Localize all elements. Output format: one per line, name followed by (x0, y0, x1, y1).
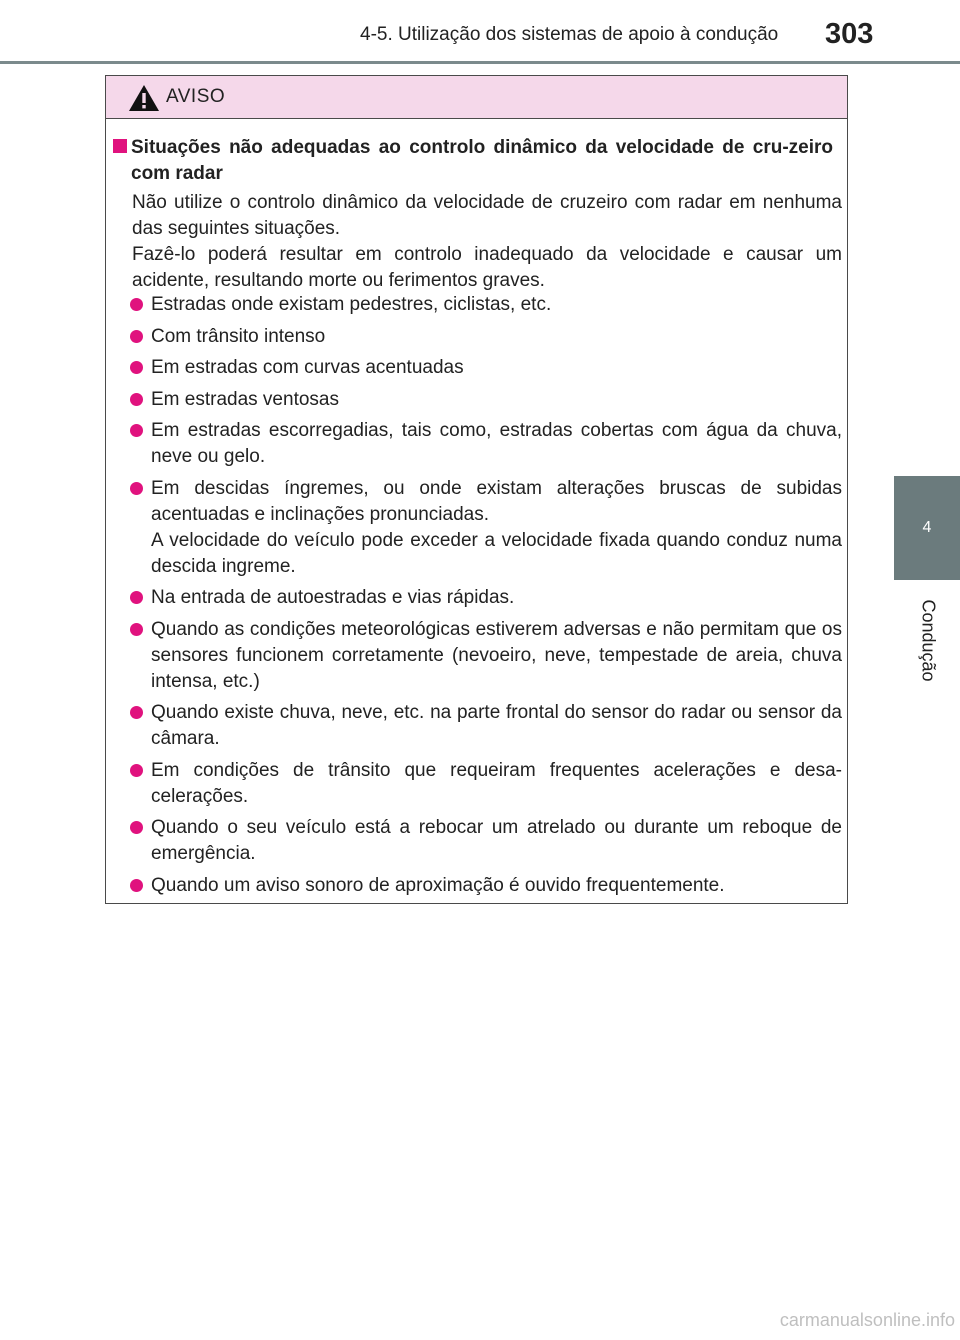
list-item (130, 873, 842, 899)
bullet-dot (130, 821, 143, 834)
chapter-label-text: Condução (918, 598, 939, 682)
bullet-dot (130, 330, 143, 343)
list-item-note: A velocidade do veículo pode exceder a velocidade fixada quando conduz numa descida ingreme. (151, 529, 842, 577)
list-item (130, 700, 842, 752)
list-item-text: Quando o seu veículo está a rebocar um atrelado ou durante um reboque de emergência. (151, 817, 842, 864)
chapter-label (895, 590, 960, 690)
intro-paragraph-1: Não utilize o controlo dinâmico da velocidade de cruzeiro com radar em nenhuma das seguintes situações. (132, 192, 842, 239)
list-item-text: Em condições de trânsito que requeiram frequentes acelerações e desa-celerações. (151, 759, 842, 807)
list-item-text: Quando existe chuva, neve, etc. na parte frontal do sensor do radar ou sensor da câmara. (151, 702, 842, 749)
list-item-text: Em estradas escorregadias, tais como, estradas cobertas com água da chuva, neve ou gelo. (151, 420, 842, 467)
bullet-dot (130, 706, 143, 719)
warning-title: AVISO (166, 86, 226, 107)
list-item (130, 355, 842, 381)
list-item-text: Em estradas com curvas acentuadas (151, 357, 464, 378)
page-number: 303 (825, 18, 874, 50)
warning-triangle-icon (128, 84, 160, 112)
bullet-dot (130, 879, 143, 892)
warning-section (113, 135, 833, 187)
bullet-dot (130, 482, 143, 495)
list-item (130, 815, 842, 867)
situation-list (130, 292, 842, 904)
list-item-text: Quando as condições meteorológicas estiverem adversas e não permitam que os sensores funcionem corretamente (nevoeiro, neve, tempestade de areia, chuva intensa, etc.) (151, 618, 842, 692)
bullet-dot (130, 764, 143, 777)
list-item (130, 617, 842, 695)
section-marker (113, 139, 127, 153)
list-item-text: Quando um aviso sonoro de aproximação é ouvido frequentemente. (151, 874, 725, 896)
bullet-dot (130, 298, 143, 311)
intro-paragraph-2: Fazê-lo poderá resultar em controlo inadequado da velocidade e causar um acidente, resultando morte ou ferimentos graves. (132, 244, 842, 291)
list-item-text: Na entrada de autoestradas e vias rápidas. (151, 587, 515, 608)
list-item-text: Em estradas ventosas (151, 388, 339, 410)
list-item (130, 418, 842, 470)
bullet-dot (130, 393, 143, 406)
list-item-text: Estradas onde existam pedestres, ciclistas, etc. (151, 294, 552, 315)
watermark: carmanualsonline.info (779, 1310, 955, 1330)
warning-box (105, 75, 848, 904)
page-header-title: 4-5. Utilização dos sistemas de apoio à condução (360, 24, 779, 45)
list-item (130, 585, 842, 611)
list-item-text: Em descidas íngremes, ou onde existam alterações bruscas de subidas acentuadas e inclinações pronunciadas. (151, 477, 842, 525)
bullet-dot (130, 623, 143, 636)
bullet-dot (130, 424, 143, 437)
bullet-dot (130, 591, 143, 604)
list-item (130, 324, 842, 350)
list-item (130, 387, 842, 413)
list-item-text: Com trânsito intenso (151, 325, 326, 347)
list-item (130, 292, 842, 318)
chapter-number: 4 (922, 519, 932, 536)
chapter-tab[interactable] (894, 476, 960, 580)
list-item (130, 758, 842, 810)
header-rule (0, 61, 960, 64)
bullet-dot (130, 361, 143, 374)
section-title: Situações não adequadas ao controlo dinâmico da velocidade de cru-zeiro com radar (131, 137, 833, 184)
warning-header (106, 76, 847, 119)
list-item (130, 476, 842, 580)
